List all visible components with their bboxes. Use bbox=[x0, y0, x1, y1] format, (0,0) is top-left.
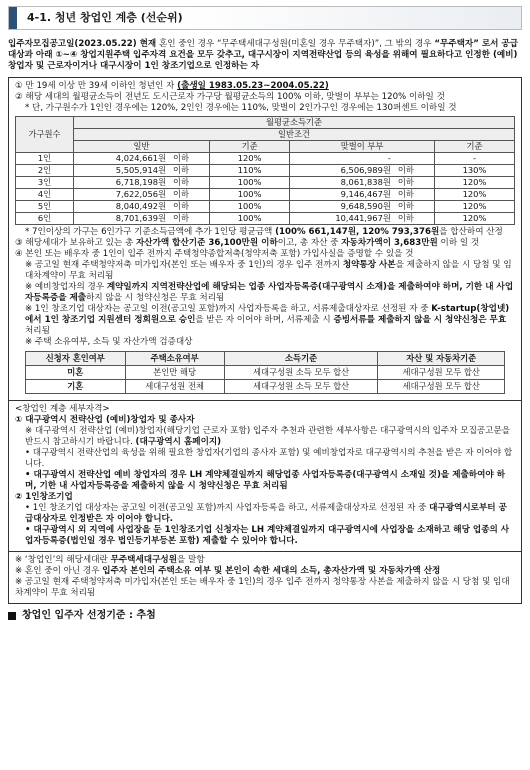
remark-1: ※ 공고일 현재 주택청약저축 미가입자(본인 또는 배우자 중 1인)의 경우 입주 전까지 청약통장 사본을 제출하지 않을 시 당첨 및 임대차계약이 무효 처리됨 bbox=[25, 260, 512, 281]
item-4: ④ 본인 또는 배우자 중 1인이 입주 전까지 주택청약종합저축(청약저축 포함) 가입사실을 증명할 수 있을 것 bbox=[15, 249, 414, 259]
footnote-2: ※ 혼인 중이 아닌 경우 입주자 본인의 주택소유 여부 및 본인이 속한 세대의 소득, 총자산가액 및 자동차가액 산정 bbox=[15, 566, 441, 576]
intro-paragraph: 입주자모집공고일(2023.05.22) 현재 혼인 중인 경우 “무주택세대구성원(미혼일 경우 무주택자)”, 그 밖의 경우 “무주택자” 로서 공급대상과 아래 ①~④ 창업지원주택 입주자격 요건을 모두 갖추고, 대구시장이 지역전략산업 등의 육성을 위해여 필요하다고 인정한 (예비)창업자 및 근로자이거나 대구시장이 1인 창조기업으로 인정하는 자 bbox=[8, 39, 519, 71]
table-row: 5인 8,040,492원 이하 100% 9,648,590원 이하 120% bbox=[16, 201, 515, 213]
note-7plus: * 7인이상의 가구는 6인가구 기준소득금액에 추가 1인당 평균금액 (100% 661,147원, 120% 793,376원을 합산하여 산정 bbox=[25, 227, 503, 237]
remark-3: ※ 1인 창조기업 대상자는 공고일 이전(공고일 포함)까지 사업자등록을 하고, 서류제출대상자로 선정된 자 중 K-startup(창업넷)에서 1인 창조기업 지원센터 정회원으로 승인을 받은 자 이어야 하며, 서류제출 시 증빙서류를 제출하지 않을 시 청약신청은 무효 처리됨 bbox=[25, 304, 510, 336]
section-title: 4-1. 청년 창업인 계층 (선순위) bbox=[27, 10, 183, 24]
footnote-1: ※ ‘창업인’의 해당세대란 무주택세대구성원을 말함 bbox=[15, 555, 205, 565]
table-row: 4인 7,622,056원 이하 100% 9,146,467원 이하 120% bbox=[16, 189, 515, 201]
eligibility-box bbox=[8, 77, 522, 401]
table-row: 기혼 세대구성원 전체 세대구성원 소득 모두 합산 세대구성원 모두 합산 bbox=[26, 380, 505, 394]
footnote-3: ※ 공고일 현재 주택청약저축 미가입자(본인 또는 배우자 중 1인)의 경우 입주 전까지 청약통장 사본을 제출하지 않을 시 당첨 및 임대차계약이 무효 처리됨 bbox=[15, 577, 510, 598]
detail-1a: ※ 대구광역시 전략산업 (예비)창업자(해당기업 근로자 포함) 입주자 추천과 관련한 세부사항은 대구광역시의 입주자 모집공고문을 반드시 참고하시기 바랍니다. (대구광역시 홈페이지) bbox=[25, 426, 511, 447]
title-accent bbox=[9, 7, 17, 29]
detail-section-1: ① 대구광역시 전략산업 (예비)창업자 및 종사자 bbox=[15, 415, 195, 425]
detail-2a: • 1인 창조기업 대상자는 공고일 이전(공고일 포함)까지 사업자등록을 하고, 서류제출대상자로 선정된 자 중 대구광역시로부터 공급대상자로 인정받은 자 이어야 합니다. bbox=[25, 503, 507, 524]
detail-1c: • 대구광역시 전략산업 예비 창업자의 경우 LH 계약체결일까지 해당업종 사업자등록증(대구광역시 소재일 것)을 제출하여야 하며, 기한 내 사업자등록증을 제출하지 않을 시 청약신청은 무효 처리됨 bbox=[25, 470, 505, 491]
section-title-bar bbox=[8, 6, 522, 30]
square-bullet-icon bbox=[8, 612, 16, 620]
detail-2b: • 대구광역시 외 지역에 사업장을 둔 1인창조기업 신청자는 LH 계약체결일까지 대구광역시에 사업장을 소재하고 해당 업종의 사업자등록증(법인일 경우 법인등기부등본 포함) 제출할 수 있어야 합니다. bbox=[25, 525, 510, 546]
table-row: 3인 6,718,198원 이하 100% 8,061,838원 이하 120% bbox=[16, 177, 515, 189]
remark-2: ※ 예비창업자의 경우 계약일까지 지역전략산업에 해당되는 업종 사업자등록증(대구광역시 소재)을 제출하여야 하며, 기한 내 사업자등록증을 제출하지 않을 시 청약신청은 무효 처리됨 bbox=[25, 282, 514, 303]
item-3: ③ 해당세대가 보유하고 있는 총 자산가액 합산기준 36,100만원 이하이고, 총 자산 중 자동차가액이 3,683만원 이하 일 것 bbox=[15, 238, 480, 248]
table-row: 6인 8,701,639원 이하 100% 10,441,967원 이하 120% bbox=[16, 213, 515, 225]
item-2: ② 해당 세대의 월평균소득이 전년도 도시근로자 가구당 월평균소득의 100% 이하, 맞벌이 부부는 120% 이하일 것 bbox=[15, 92, 445, 102]
footnote-box bbox=[8, 552, 522, 604]
remark-4: ※ 주택 소유여부, 소득 및 자산가액 검증대상 bbox=[25, 337, 193, 347]
detail-section-2: ② 1인창조기업 bbox=[15, 492, 73, 502]
detail-box bbox=[8, 401, 522, 552]
table-row: 미혼 본인만 해당 세대구성원 소득 모두 합산 세대구성원 모두 합산 bbox=[26, 366, 505, 380]
detail-1b: • 대구광역시 전략산업의 육성을 위해 필요한 창업자(기업의 종사자 포함) 및 예비창업자로 대구광역시의 추천을 받은 자 이어야 합니다. bbox=[25, 448, 513, 469]
selection-criteria: 창업인 입주자 선정기준 : 추첨 bbox=[8, 610, 522, 623]
verification-table: 신청자 혼인여부 주택소유여부 소득기준 자산 및 자동차기준 미혼 본인만 해당 세대구성원 소득 모두 합산 세대구성원 모두 합산 기혼 세대구성원 전체 세대구성원 소득 모두 합산 세대구성원 모두 합산 bbox=[25, 351, 505, 394]
income-table: 가구원수 월평균소득기준 일반조건 일반 기준 맞벌이 부부 기준 1인 4,024,661원 이하 120% - - 2인 5,505,914원 이하 110% 6,506,989원 이하 130% 3인 6,718,198원 이하 100% 8,061,838원 이하 120% 4인 7,622,056원 이하 100% 9,146,467원 이하 120% 5인 8,040,492원 이하 100% 9,648,590원 이하 120% 6인 8,701,639원 이하 100% 10,441,967원 이하 120% bbox=[15, 116, 515, 225]
detail-heading: <창업인 계층 세부자격> bbox=[15, 404, 110, 414]
item-1: ① 만 19세 이상 만 39세 이하인 청년인 자 (출생일 1983.05.23~2004.05.22) bbox=[15, 81, 329, 91]
item-2-note: * 단, 가구원수가 1인인 경우에는 120%, 2인인 경우에는 110%, 맞벌이 2인가구인 경우에는 130퍼센트 이하일 것 bbox=[25, 103, 457, 113]
table-row: 1인 4,024,661원 이하 120% - - bbox=[16, 153, 515, 165]
table-row: 2인 5,505,914원 이하 110% 6,506,989원 이하 130% bbox=[16, 165, 515, 177]
